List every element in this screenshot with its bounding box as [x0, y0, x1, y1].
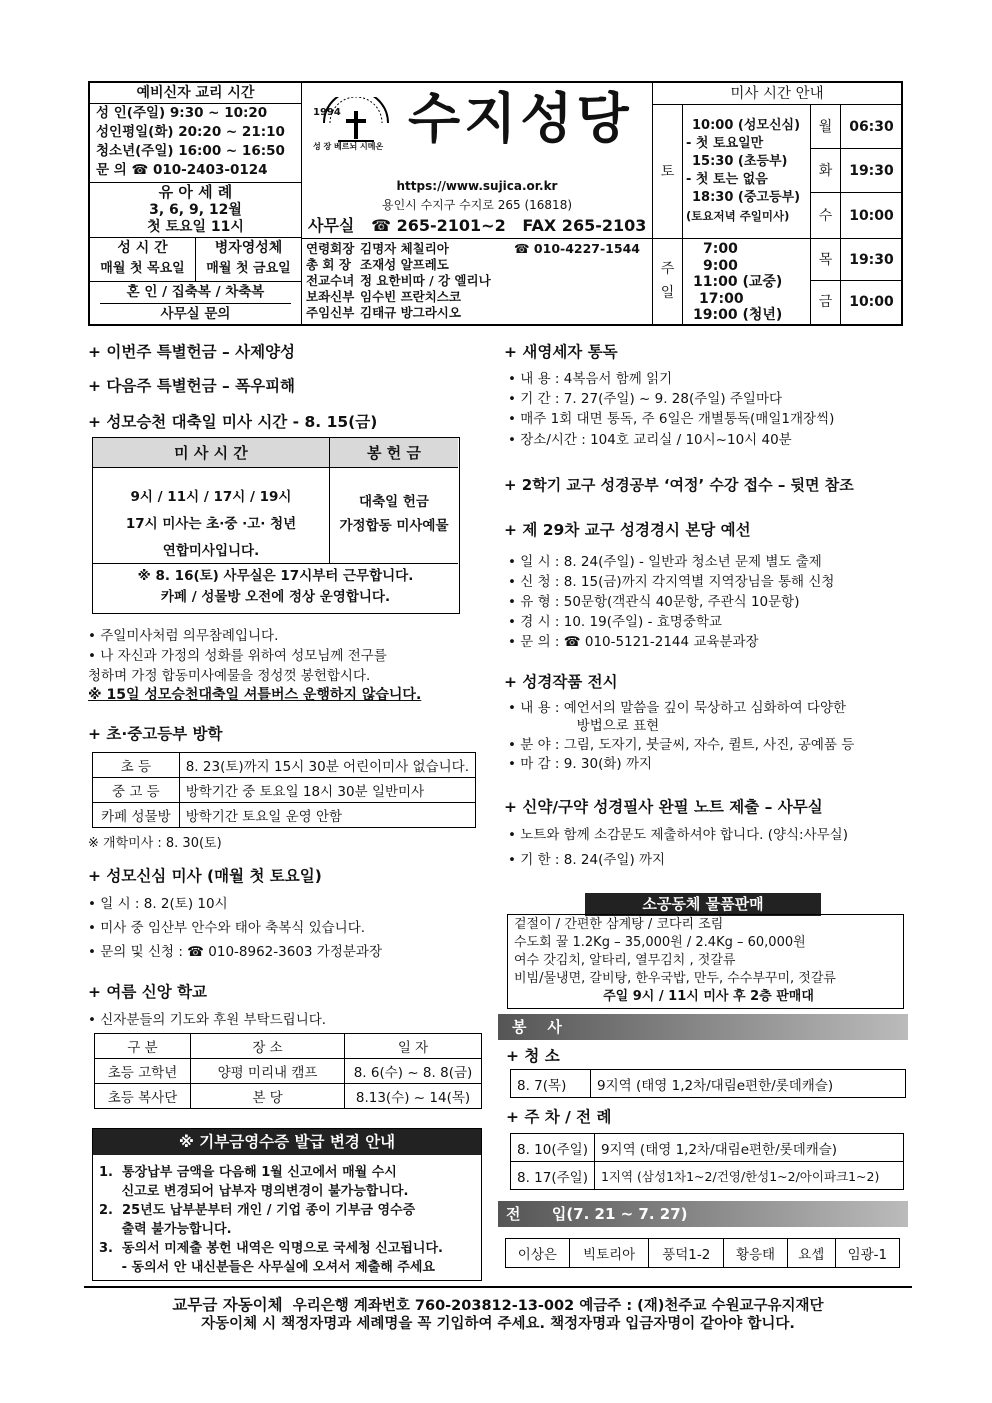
bible-reading-item: • 매주 1회 대면 통독, 주 6일은 개별통독(매일1개장씩)	[508, 411, 835, 427]
transfer-title: 전 입(7. 21 ~ 7. 27)	[498, 1201, 908, 1227]
infant-baptism-title: 유 아 세 례	[158, 183, 233, 201]
bible-copy-item: • 노트와 함께 소감문도 제출하셔야 합니다. (양식:사무실)	[508, 827, 848, 843]
vacation-title: + 초·중고등부 방학	[88, 725, 223, 743]
bible-contest-item: • 경 시 : 10. 19(주일) - 효명중학교	[508, 614, 722, 630]
catechism-row: 성인평일(화) 20:20 ~ 21:10	[96, 124, 285, 140]
bible-contest-item: • 일 시 : 8. 24(주일) - 일반과 청소년 문제 별도 출제	[508, 554, 822, 570]
mass-box	[652, 83, 901, 324]
weekday-table	[811, 105, 902, 324]
bible-contest-title: + 제 29차 교구 성경경시 본당 예선	[504, 521, 751, 539]
assumption-col-header: 미 사 시 간	[93, 438, 330, 468]
receipt-title: ※ 기부금영수증 발급 변경 안내	[93, 1129, 481, 1155]
vacation-table	[92, 752, 476, 828]
summer-school-title: + 여름 신앙 학교	[88, 983, 208, 1001]
receipt-item: 신고로 변경되어 납부자 명의변경이 불가능합니다.	[99, 1184, 409, 1199]
devotion-item: • 문의 및 신청 : ☎ 010-8962-3603 가정분과장	[88, 944, 382, 960]
table-row: 8. 7(목) 9지역 (태영 1,2차/대림e편한/롯데캐슬)	[511, 1070, 906, 1098]
devotion-item: • 일 시 : 8. 2(토) 10시	[88, 896, 228, 912]
sale-item: 비빔/물냉면, 갈비탕, 한우국밥, 만두, 수수부꾸미, 젓갈류	[514, 971, 836, 986]
address: 용인시 수지구 수지로 265 (16818)	[381, 198, 573, 212]
weekday-time: 19:30	[841, 239, 902, 281]
table-row: 초등 복사단 본 당 8.13(수) ~ 14(목)	[95, 1084, 482, 1109]
assumption-note: 청하며 가정 합동미사예물을 정성껏 봉헌합시다.	[88, 668, 371, 684]
weekday-time: 10:00	[841, 193, 902, 239]
cleaning-title: + 청 소	[506, 1047, 560, 1065]
shuttle-notice: ※ 15일 성모승천대축일 셔틀버스 운행하지 않습니다.	[88, 687, 422, 703]
infant-baptism-months: 3, 6, 9, 12월	[149, 202, 242, 218]
sale-item: 수도회 꿀 1.2Kg – 35,000원 / 2.4Kg – 60,000원	[514, 935, 806, 950]
weekday-time: 10:00	[849, 294, 894, 310]
bible-art-title: + 성경작품 전시	[504, 673, 618, 691]
marriage-title: 혼 인 / 집축복 / 차축복	[100, 282, 291, 304]
bible-art-item: • 내 용 : 예언서의 말씀을 깊이 묵상하고 심화하여 다양한	[508, 700, 847, 716]
table-row: 카페 성물방 방학기간 토요일 운영 안함	[93, 803, 476, 828]
bible-art-item: • 마 감 : 9. 30(화) 까지	[508, 756, 653, 772]
logo	[313, 97, 396, 157]
catechism-row: 문 의 ☎ 010-2403-0124	[96, 162, 268, 178]
receipt-box	[92, 1128, 482, 1281]
school-start-mass: ※ 개학미사 : 8. 30(토)	[88, 836, 222, 851]
staff-row: 보좌신부 임수빈 프란치스코	[306, 289, 461, 304]
assumption-note: • 나 자신과 가정의 성화를 위하여 성모님께 전구를	[88, 648, 387, 664]
sat-times: 10:00 (성모신심) - 첫 토요일만 15:30 (초등부) - 첫 토는 없음 18:30 (중고등부) (토요저녁 주일미사)	[683, 105, 811, 239]
staff-row: 연령회장 김명자 체칠리아 ☎ 010-4227-1544	[306, 241, 640, 256]
table-row: 이상은 빅토리아 풍덕1-2 황응태 요셉 임광-1	[506, 1239, 900, 1268]
bible-art-item: • 분 야 : 그림, 도자기, 붓글씨, 자수, 퀼트, 사진, 공예품 등	[508, 737, 855, 753]
weekday-label: 목	[811, 239, 841, 281]
sale-item: 여수 갓김치, 알타리, 열무김치 , 젓갈류	[514, 953, 736, 968]
footer-divider	[84, 1286, 912, 1288]
table-row: 초 등 8. 23(토)까지 15시 30분 어린이미사 없습니다.	[93, 753, 476, 778]
staff-row: 총 회 장 조재성 알프레도	[306, 257, 449, 272]
table-row: 중 고 등 방학기간 중 토요일 18시 30분 일반미사	[93, 778, 476, 803]
logo-year: 1994	[313, 107, 341, 118]
table-row: 초등 고학년 양평 미리내 캠프 8. 6(수) ~ 8. 8(금)	[95, 1059, 482, 1084]
receipt-item: 출력 불가능합니다.	[99, 1222, 232, 1237]
special-offering-this-week: + 이번주 특별헌금 – 사제양성	[88, 343, 296, 361]
sale-box	[507, 914, 904, 1009]
catechism-title: 예비신자 교리 시간	[90, 83, 301, 104]
bible-copy-item: • 기 한 : 8. 24(주일) 까지	[508, 852, 666, 868]
weekday-label: 화	[811, 149, 841, 193]
holy-hour-title: 성 시 간	[117, 240, 168, 256]
office-phone: ☎ 265-2101~2	[371, 216, 506, 235]
sale-title: 소공동체 물품판매	[585, 893, 821, 916]
eucharist-title: 병자영성체	[214, 240, 283, 256]
sat-label: 토	[653, 105, 683, 239]
catechism-row: 청소년(주일) 16:00 ~ 16:50	[96, 143, 285, 159]
transfer-table	[505, 1238, 900, 1268]
mass-title: 미사 시간 안내	[653, 83, 901, 105]
weekday-label: 금	[811, 281, 841, 324]
marriage-box	[90, 282, 302, 324]
table-row: 8. 10(주일) 9지역 (태영 1,2차/대림e편한/롯데캐슬)	[511, 1134, 904, 1162]
weekday-time: 06:30	[841, 105, 902, 149]
office-label: 사무실	[308, 216, 355, 235]
assumption-col-header: 봉 헌 금	[330, 438, 458, 468]
bible-art-item: 방법으로 표현	[508, 718, 660, 734]
holy-hour-value: 매월 첫 목요일	[100, 261, 185, 276]
church-name: 수지성당	[408, 87, 633, 150]
weekday-time: 19:30	[841, 149, 902, 193]
devotion-mass-title: + 성모신심 미사 (매월 첫 토요일)	[88, 867, 322, 885]
office-line	[308, 213, 653, 236]
assumption-note: • 주일미사처럼 의무참례입니다.	[88, 628, 279, 644]
eucharist-value: 매월 첫 금요일	[206, 261, 291, 276]
cleaning-table	[510, 1069, 906, 1098]
weekday-label: 월	[811, 105, 841, 149]
table-row: 구 분 장 소 일 자	[95, 1034, 482, 1059]
summer-school-item: • 신자분들의 기도와 후원 부탁드립니다.	[88, 1012, 327, 1028]
assumption-footer: ※ 8. 16(토) 사무실은 17시부터 근무합니다. 카페 / 성물방 오전에 정상 운영합니다.	[137, 568, 414, 605]
assumption-offering: 대축일 헌금 가정합동 미사예물	[330, 468, 458, 564]
receipt-item: - 동의서 안 내신분들은 사무실에 오셔서 제출해 주세요	[99, 1260, 435, 1275]
header	[88, 81, 903, 326]
bible-contest-item: • 문 의 : ☎ 010-5121-2144 교육분과장	[508, 634, 759, 650]
footer-line2: 자동이체 시 책정자명과 세례명을 꼭 기입하여 주세요. 책정자명과 입금자명이 같아야 합니다.	[201, 1316, 795, 1332]
bible-study-title: + 2학기 교구 성경공부 ‘여정’ 수강 접수 – 뒷면 참조	[504, 476, 854, 494]
receipt-item: 1. 통장납부 금액을 다음해 1월 신고에서 매월 수시	[99, 1165, 397, 1180]
sun-label: 주 일	[653, 239, 683, 324]
weekday-label: 수	[811, 193, 841, 239]
infant-baptism-day: 첫 토요일 11시	[147, 219, 244, 235]
summer-school-table	[94, 1033, 482, 1109]
sale-item: 겉절이 / 간편한 삼계탕 / 코다리 조림	[514, 917, 724, 932]
catechism-row: 성 인(주일) 9:30 ~ 10:20	[96, 105, 268, 121]
marriage-value: 사무실 문의	[160, 306, 231, 322]
bible-reading-item: • 기 간 : 7. 27(주일) ~ 9. 28(주일) 주일마다	[508, 391, 783, 407]
sale-footer: 주일 9시 / 11시 미사 후 2층 판매대	[603, 989, 814, 1004]
staff-row: 전교수녀 정 요한비따 / 강 엘리나	[306, 273, 491, 288]
parking-title: + 주 차 / 전 례	[506, 1108, 612, 1126]
staff-row: 주임신부 김태규 방그라시오	[306, 305, 461, 320]
catechism-box	[90, 83, 302, 183]
table-row: 8. 17(주일) 1지역 (삼성1차1~2/건영/한성1~2/아이파크1~2)	[511, 1162, 904, 1190]
special-offering-next-week: + 다음주 특별헌금 – 폭우피해	[88, 377, 296, 395]
eucharist-box	[196, 238, 302, 282]
assumption-title: + 성모승천 대축일 미사 시간 - 8. 15(금)	[88, 413, 378, 431]
bible-contest-item: • 유 형 : 50문항(객관식 40문항, 주관식 10문항)	[508, 594, 800, 610]
parking-table	[510, 1133, 904, 1190]
bible-reading-item: • 내 용 : 4복음서 함께 읽기	[508, 371, 673, 387]
bible-reading-item: • 장소/시간 : 104호 교리실 / 10시~10시 40분	[508, 432, 792, 448]
assumption-times: 9시 / 11시 / 17시 / 19시 17시 미사는 초·중 ·고· 청년 연합미사입니다.	[93, 468, 330, 564]
sun-times: 7:00 9:00 11:00 (교중) 17:00 19:00 (청년)	[683, 239, 811, 324]
footer-line1: 교무금 자동이체 우리은행 계좌번호 760-203812-13-002 예금주 : (재)천주교 수원교구유지재단	[172, 1296, 824, 1314]
devotion-item: • 미사 중 임산부 안수와 태아 축복식 있습니다.	[88, 920, 366, 936]
logo-caption: 성 장 베르뇌 시메온	[313, 142, 384, 151]
assumption-table	[92, 437, 460, 614]
bible-copy-title: + 신약/구약 성경필사 완필 노트 제출 – 사무실	[504, 798, 823, 816]
bible-reading-title: + 새영세자 통독	[504, 343, 618, 361]
infant-baptism-box	[90, 183, 302, 238]
holy-hour-box	[90, 238, 196, 282]
staff-box	[302, 238, 652, 324]
office-fax: FAX 265-2103	[522, 216, 647, 235]
service-title: 봉 사	[498, 1014, 908, 1040]
bible-contest-item: • 신 청 : 8. 15(금)까지 각지역별 지역장님을 통해 신청	[508, 574, 835, 590]
receipt-item: 2. 25년도 납부분부터 개인 / 기업 종이 기부금 영수증	[99, 1203, 416, 1218]
website: https://www.sujica.or.kr	[396, 179, 558, 193]
receipt-item: 3. 동의서 미제출 봉헌 내역은 익명으로 국세청 신고됩니다.	[99, 1241, 443, 1256]
